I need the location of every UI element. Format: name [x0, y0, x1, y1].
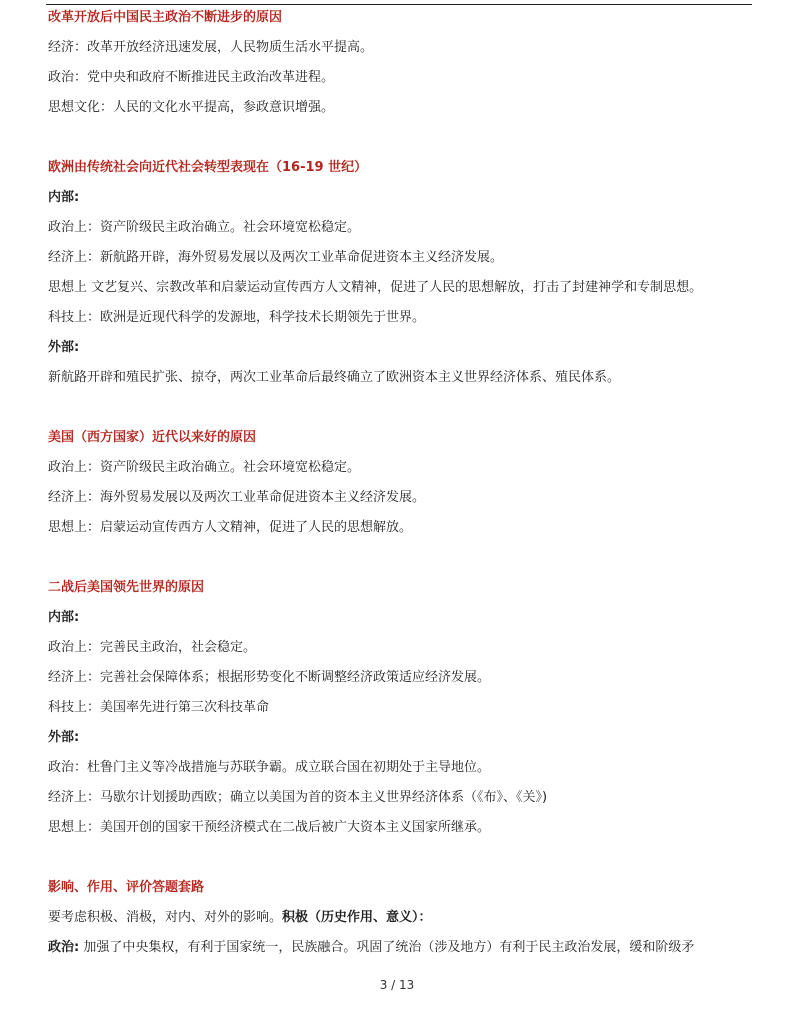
- paragraph-line: 科技上：欧洲是近现代科学的发源地，科学技术长期领先于世界。: [48, 310, 426, 325]
- subheading-outer: 外部:: [48, 340, 80, 355]
- section-heading-2: 欧洲由传统社会向近代社会转型表现在（16-19 世纪）: [48, 160, 368, 175]
- paragraph-line: 思想文化：人民的文化水平提高，参政意识增强。: [48, 100, 335, 115]
- paragraph-line: 政治上：资产阶级民主政治确立。社会环境宽松稳定。: [48, 220, 361, 235]
- paragraph-line: 思想上：美国开创的国家干预经济模式在二战后被广大资本主义国家所继承。: [48, 820, 491, 835]
- paragraph-line: 思想上：启蒙运动宣传西方人文精神，促进了人民的思想解放。: [48, 520, 413, 535]
- section-heading-4: 二战后美国领先世界的原因: [48, 580, 205, 595]
- paragraph-line: 经济上：马歇尔计划援助西欧；确立以美国为首的资本主义世界经济体系（《布》、《关》): [48, 790, 548, 805]
- paragraph-line: 经济上：新航路开辟，海外贸易发展以及两次工业革命促进资本主义经济发展。: [48, 250, 504, 265]
- line-text: 加强了中央集权，有利于国家统一，民族融合。巩固了统治（涉及地方）有利于民主政治发展，缓和阶级矛: [79, 940, 695, 955]
- document-body: [48, 8, 760, 968]
- bold-label: 积极（历史作用、意义）：: [282, 910, 432, 925]
- paragraph-line: 经济：改革开放经济迅速发展，人民物质生活水平提高。: [48, 40, 374, 55]
- section-heading-5: 影响、作用、评价答题套路: [48, 880, 205, 895]
- bold-label: 政治:: [48, 940, 80, 955]
- line-text: 要考虑积极、消极，对内、对外的影响。: [48, 910, 283, 925]
- paragraph-line: [48, 908, 760, 938]
- paragraph-line: 经济上：完善社会保障体系；根据形势变化不断调整经济政策适应经济发展。: [48, 670, 491, 685]
- paragraph-line: 思想上 文艺复兴、宗教改革和启蒙运动宣传西方人文精神，促进了人民的思想解放，打击了封建神学和专制思想。: [48, 280, 703, 295]
- page-number: 3 / 13: [379, 978, 415, 992]
- subheading-inner: 内部:: [48, 610, 80, 625]
- section-heading-1: 改革开放后中国民主政治不断进步的原因: [48, 10, 283, 25]
- paragraph-line: 政治上：完善民主政治，社会稳定。: [48, 640, 257, 655]
- spacer: [48, 548, 760, 578]
- paragraph-line: 科技上：美国率先进行第三次科技革命: [48, 700, 270, 715]
- paragraph-line: [48, 938, 760, 968]
- paragraph-line: 政治：杜鲁门主义等冷战措施与苏联争霸。成立联合国在初期处于主导地位。: [48, 760, 491, 775]
- paragraph-line: 政治上：资产阶级民主政治确立。社会环境宽松稳定。: [48, 460, 361, 475]
- paragraph-line: 新航路开辟和殖民扩张、掠夺，两次工业革命后最终确立了欧洲资本主义世界经济体系、殖民体系。: [48, 370, 621, 385]
- spacer: [48, 128, 760, 158]
- paragraph-line: 经济上：海外贸易发展以及两次工业革命促进资本主义经济发展。: [48, 490, 426, 505]
- subheading-inner: 内部:: [48, 190, 80, 205]
- section-heading-3: 美国（西方国家）近代以来好的原因: [48, 430, 257, 445]
- spacer: [48, 398, 760, 428]
- spacer: [48, 848, 760, 878]
- top-rule: [46, 4, 752, 5]
- subheading-outer: 外部:: [48, 730, 80, 745]
- paragraph-line: 政治：党中央和政府不断推进民主政治改革进程。: [48, 70, 335, 85]
